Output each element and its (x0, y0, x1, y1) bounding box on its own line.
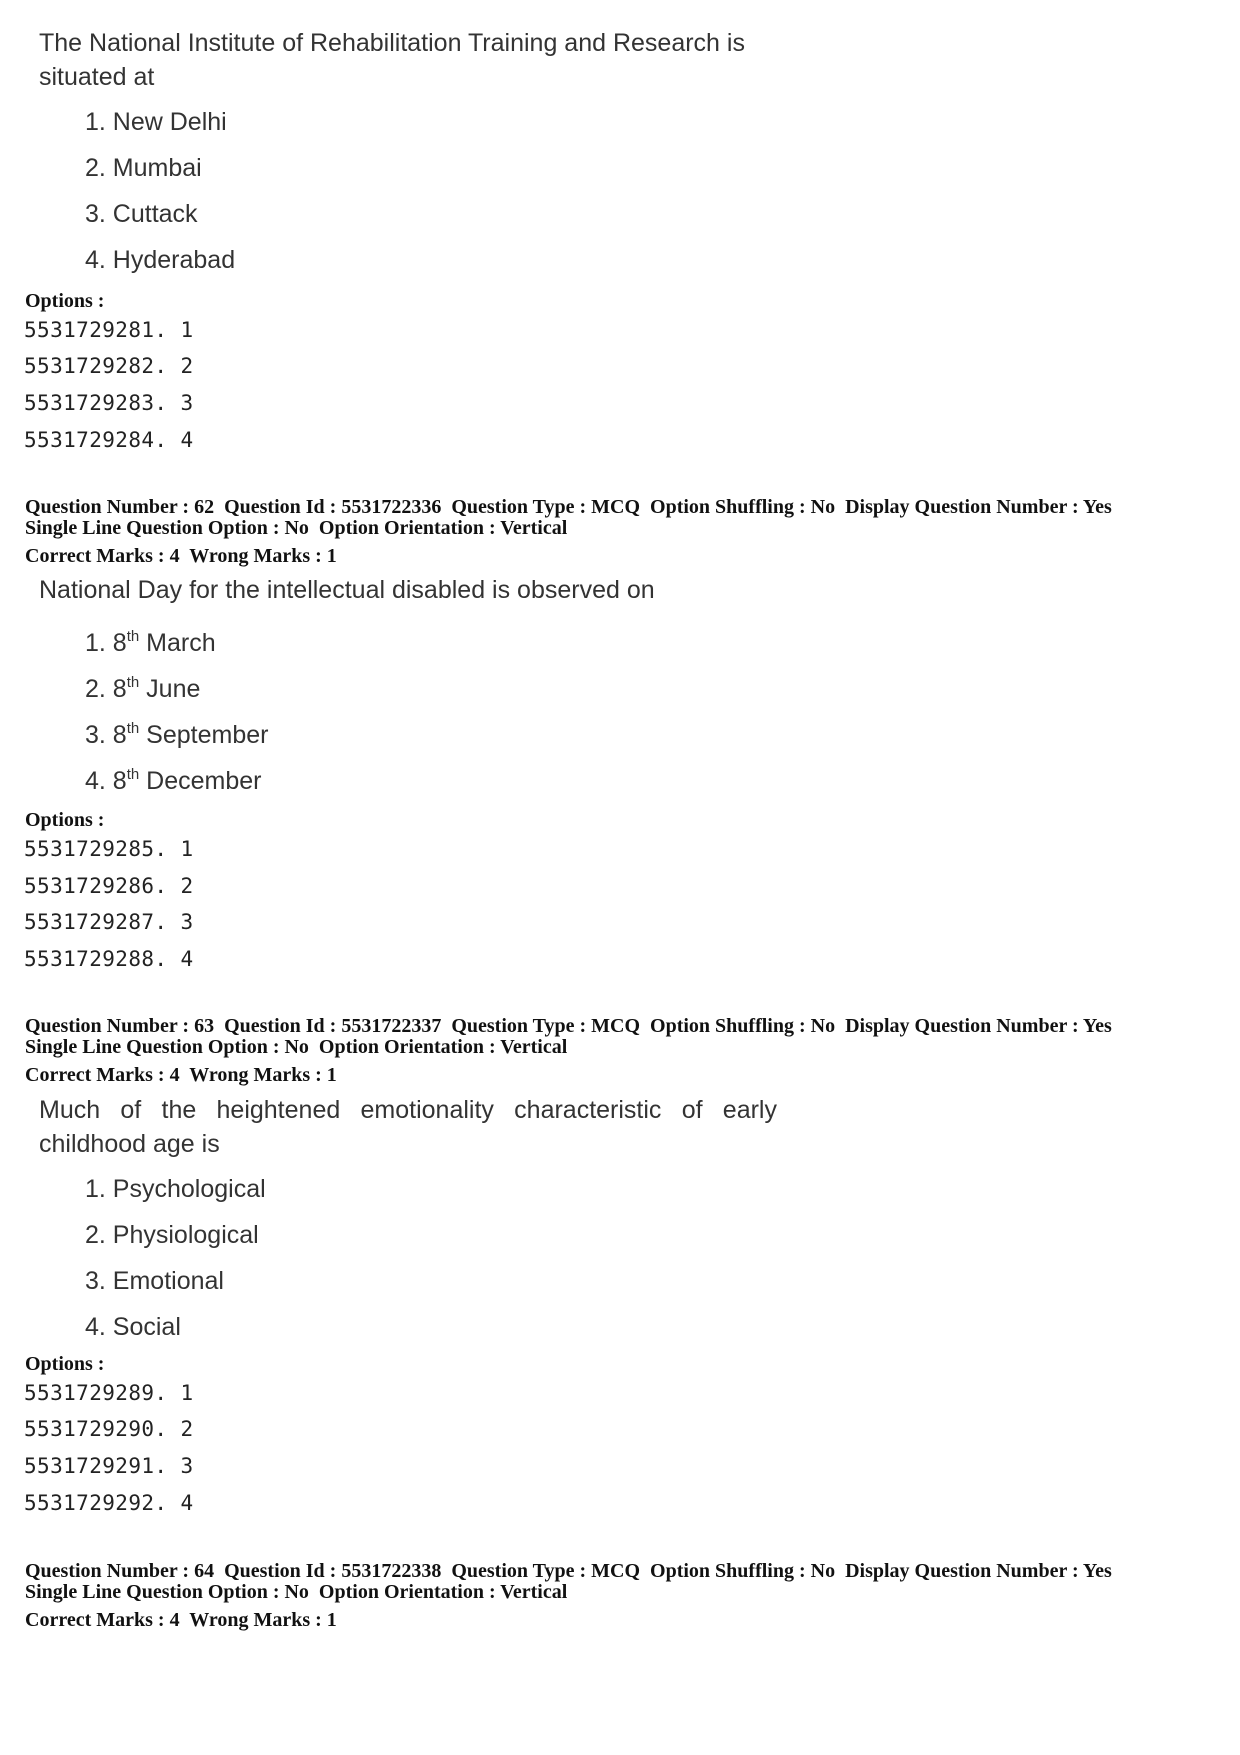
question-63-marks: Correct Marks : 4 Wrong Marks : 1 (25, 1064, 337, 1086)
choice-number: 3. 8 (85, 721, 127, 749)
question-text-line: The National Institute of Rehabilitation Training and Research is (39, 29, 745, 57)
option-id-row: 5531729289. 1 (24, 1381, 194, 1405)
question-61-text (39, 26, 745, 94)
question-62-choice-3 (85, 720, 268, 750)
question-61-choice-2: 2. Mumbai (85, 154, 202, 182)
question-62-choice-1 (85, 628, 216, 658)
option-id-row: 5531729282. 2 (24, 354, 194, 378)
question-63-choice-1: 1. Psychological (85, 1175, 266, 1203)
choice-number: 4. 8 (85, 767, 127, 795)
question-62-meta-line-1: Question Number : 62 Question Id : 5531722336 Question Type : MCQ Option Shuffling : No Display Question Number : Yes (25, 496, 1112, 518)
option-id-row: 5531729291. 3 (24, 1454, 194, 1478)
question-64-meta-line-2: Single Line Question Option : No Option Orientation : Vertical (25, 1581, 568, 1603)
option-id-row: 5531729292. 4 (24, 1491, 194, 1515)
choice-text: December (139, 767, 262, 795)
ordinal-suffix: th (126, 719, 140, 737)
question-63-choice-4: 4. Social (85, 1313, 181, 1341)
ordinal-suffix: th (126, 627, 140, 645)
option-id-row: 5531729281. 1 (24, 318, 194, 342)
option-id-row: 5531729288. 4 (24, 947, 194, 971)
ordinal-suffix: th (126, 765, 140, 783)
choice-text: June (139, 675, 201, 703)
choice-number: 2. 8 (85, 675, 127, 703)
ordinal-suffix: th (126, 673, 140, 691)
question-text-line: childhood age is (39, 1130, 220, 1158)
question-text-line: Much of the heightened emotionality characteristic of early (39, 1096, 777, 1124)
question-63-text (39, 1093, 777, 1161)
question-61-choice-4: 4. Hyderabad (85, 246, 236, 274)
question-62-choice-2 (85, 674, 200, 704)
option-id-row: 5531729284. 4 (24, 428, 194, 452)
question-62-meta-line-2: Single Line Question Option : No Option Orientation : Vertical (25, 517, 568, 539)
question-63-choice-3: 3. Emotional (85, 1267, 224, 1295)
question-text-line: situated at (39, 63, 155, 91)
choice-text: March (139, 629, 216, 657)
question-63-meta-line-2: Single Line Question Option : No Option Orientation : Vertical (25, 1036, 568, 1058)
question-61-choice-3: 3. Cuttack (85, 200, 198, 228)
option-id-row: 5531729287. 3 (24, 910, 194, 934)
option-id-row: 5531729286. 2 (24, 874, 194, 898)
options-label: Options : (25, 809, 105, 831)
question-63-choice-2: 2. Physiological (85, 1221, 259, 1249)
question-62-marks: Correct Marks : 4 Wrong Marks : 1 (25, 545, 337, 567)
option-id-row: 5531729283. 3 (24, 391, 194, 415)
question-62-choice-4 (85, 766, 261, 796)
choice-text: September (139, 721, 269, 749)
options-label: Options : (25, 1353, 105, 1375)
question-63-meta-line-1: Question Number : 63 Question Id : 5531722337 Question Type : MCQ Option Shuffling : No Display Question Number : Yes (25, 1015, 1112, 1037)
question-64-marks: Correct Marks : 4 Wrong Marks : 1 (25, 1609, 337, 1631)
options-label: Options : (25, 290, 105, 312)
question-64-meta-line-1: Question Number : 64 Question Id : 5531722338 Question Type : MCQ Option Shuffling : No Display Question Number : Yes (25, 1560, 1112, 1582)
option-id-row: 5531729285. 1 (24, 837, 194, 861)
option-id-row: 5531729290. 2 (24, 1417, 194, 1441)
choice-number: 1. 8 (85, 629, 127, 657)
question-61-choice-1: 1. New Delhi (85, 108, 227, 136)
question-62-text: National Day for the intellectual disabled is observed on (39, 576, 655, 604)
